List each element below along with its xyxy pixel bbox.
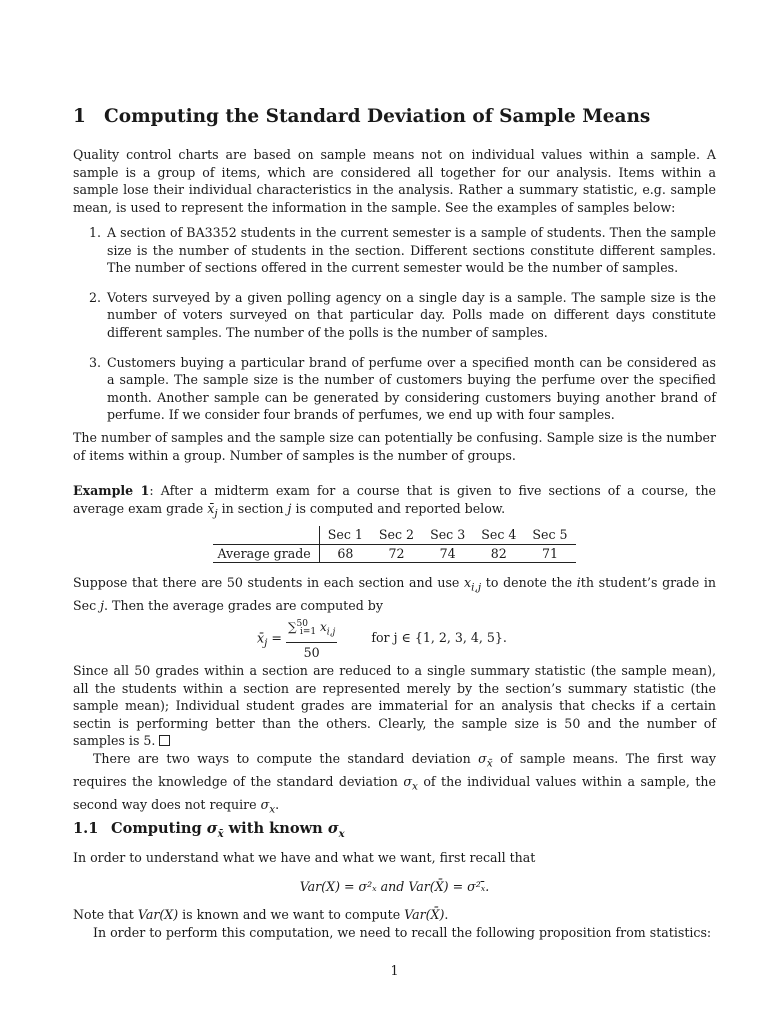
list-item-number: 1. [89,225,102,240]
section-heading [73,108,650,126]
example-paragraph [73,482,716,523]
example-text: is computed and reported below. [291,500,506,516]
table-cell: 68 [319,544,371,563]
intro-paragraph: Quality control charts are based on sample means not on individual values within a sample. A sample is a group of items, which are considered all together for our analysis. Items within a sample lose their individual characteristics in the analysis. Rather a summary statistic, e.g. sample mean, is used to represent the information in the sample. See the examples of samples below: [73,147,716,215]
two-ways-text: of the individual values within a sample, the second way does not require [73,774,716,813]
math-sigma-x: $\sigma_x$ [260,797,276,816]
average-grade-formula [257,616,507,662]
samples-vs-size-paragraph: The number of samples and the sample size can potentially be confusing. Sample size is the number of items within a group. Number of samples is the number of groups. [73,430,716,463]
list-item-text: A section of BA3352 students in the current semester is a sample of students. Then the sample size is the number of students in the section. Different sections constitute different samples. The number of sections offered in the current semester would be the number of samples. [107,225,716,276]
math-j: j [100,598,105,614]
math-xbar-j: $x̄_j$ [207,500,218,520]
sum-upper: 50 [296,619,308,629]
note-text: is known and we want to compute [178,907,405,922]
sum-term: x [319,620,327,634]
list-item [73,289,716,342]
table-cell: 82 [473,544,524,563]
recall-paragraph: In order to understand what we have and what we want, first recall that [73,850,536,865]
table-cell: 72 [371,544,422,563]
math-sigma-xbar: $\sigma_{x̄}$ [206,820,224,840]
sum-lower: i=1 [300,627,317,638]
since-paragraph [73,662,716,750]
math-x-ij: $x_{i,j}$ [464,575,482,594]
list-item-text: Customers buying a particular brand of perfume over a specified month can be considered as a sample. The sample size is the number of customers buying the perfume over the specified month. Another sample can be generated by considering customers buying another brand of perfume. If we consider four brands of perfumes, we end up with four samples. [107,354,716,423]
table-corner [213,526,319,544]
table-header-cell: Sec 5 [524,526,575,544]
note-paragraph [73,906,716,924]
grades-table-wrap [73,526,716,563]
formula-numerator [286,616,337,643]
qed-square-icon [159,735,170,746]
two-ways-paragraph [73,750,716,819]
formula-denominator: 50 [303,644,320,660]
list-item [73,354,716,424]
math-sigma-x: $\sigma_x$ [327,820,345,840]
subsection-title: with known [223,820,328,837]
formula-lhs-sub: j [264,636,268,649]
perform-paragraph: In order to perform this computation, we need to recall the following proposition from statistics: [93,925,712,940]
subsection-heading [73,820,345,844]
suppose-text: th student’s grade in Sec [73,575,716,614]
table-row-label: Average grade [213,544,319,563]
table-row [213,544,575,563]
note-text: . [444,907,449,922]
formula-lhs: x̄ [257,630,265,646]
table-cell: 74 [422,544,473,563]
table-header-cell: Sec 1 [319,526,371,544]
subsection-number: 1.1 [73,820,99,837]
sum-term-sub: i,j [326,627,336,638]
list-item-number: 2. [89,289,102,305]
section-number: 1 [73,106,86,127]
grades-table [213,526,575,563]
suppose-paragraph [73,574,716,615]
table-header-cell: Sec 3 [422,526,473,544]
formula-condition: for j ∈ {1, 2, 3, 4, 5}. [371,630,507,646]
math-sigma-xbar: $\sigma_{x̄}$ [478,751,493,770]
table-header-cell: Sec 2 [371,526,422,544]
formula-fraction [286,616,337,662]
subsection-title: Computing [111,820,207,837]
suppose-text: to denote the [481,575,577,590]
sum-symbol: ∑ [287,620,297,634]
math-i: i [576,575,581,590]
formula-equals: = [271,630,282,646]
suppose-text: Suppose that there are 50 students in each section and use [73,575,465,590]
suppose-text: . Then the average grades are computed by [104,598,383,614]
section-title: Computing the Standard Deviation of Sample Means [104,106,651,127]
list-item [73,224,716,277]
since-text: Since all 50 grades within a section are reduced to a single summary statistic (the sample mean), all the students within a section are represented merely by the section’s summary statistic (the sample mean); Individual student grades are immaterial for an analysis that checks if a certain sectin is performing better than the others. Clearly, the sample size is 50 and the number of samples is 5. [73,663,716,749]
table-cell: 71 [524,544,575,563]
note-text: Note that [73,907,138,922]
table-header-row [213,526,575,544]
math-j: j [287,500,292,516]
list-item-number: 3. [89,354,102,370]
page-number: 1 [390,963,399,978]
two-ways-text: . [275,797,280,813]
math-var-x: Var(X) [137,907,179,922]
example-text: : After a midterm exam for a course that is given to five sections of a course, the average exam grade [73,483,717,516]
table-header-cell: Sec 4 [473,526,524,544]
sample-examples-list [73,224,716,424]
example-label: Example 1 [73,483,150,498]
two-ways-text: of sample means. The first way requires the knowledge of the standard deviation [73,751,716,790]
example-text: in section [217,500,288,516]
two-ways-text: There are two ways to compute the standard deviation [93,751,479,766]
list-item-text: Voters surveyed by a given polling agency on a single day is a sample. The sample size is the number of voters surveyed on that particular day. Polls made on different days constitute different samples. The number of the polls is the number of samples. [107,289,716,340]
variance-formula: Var(X) = σ²ₓ and Var(X̄) = σ²ₓ̄. [299,879,490,894]
math-sigma-x: $\sigma_x$ [403,774,418,793]
math-var-xbar: Var(X̄) [404,907,445,922]
